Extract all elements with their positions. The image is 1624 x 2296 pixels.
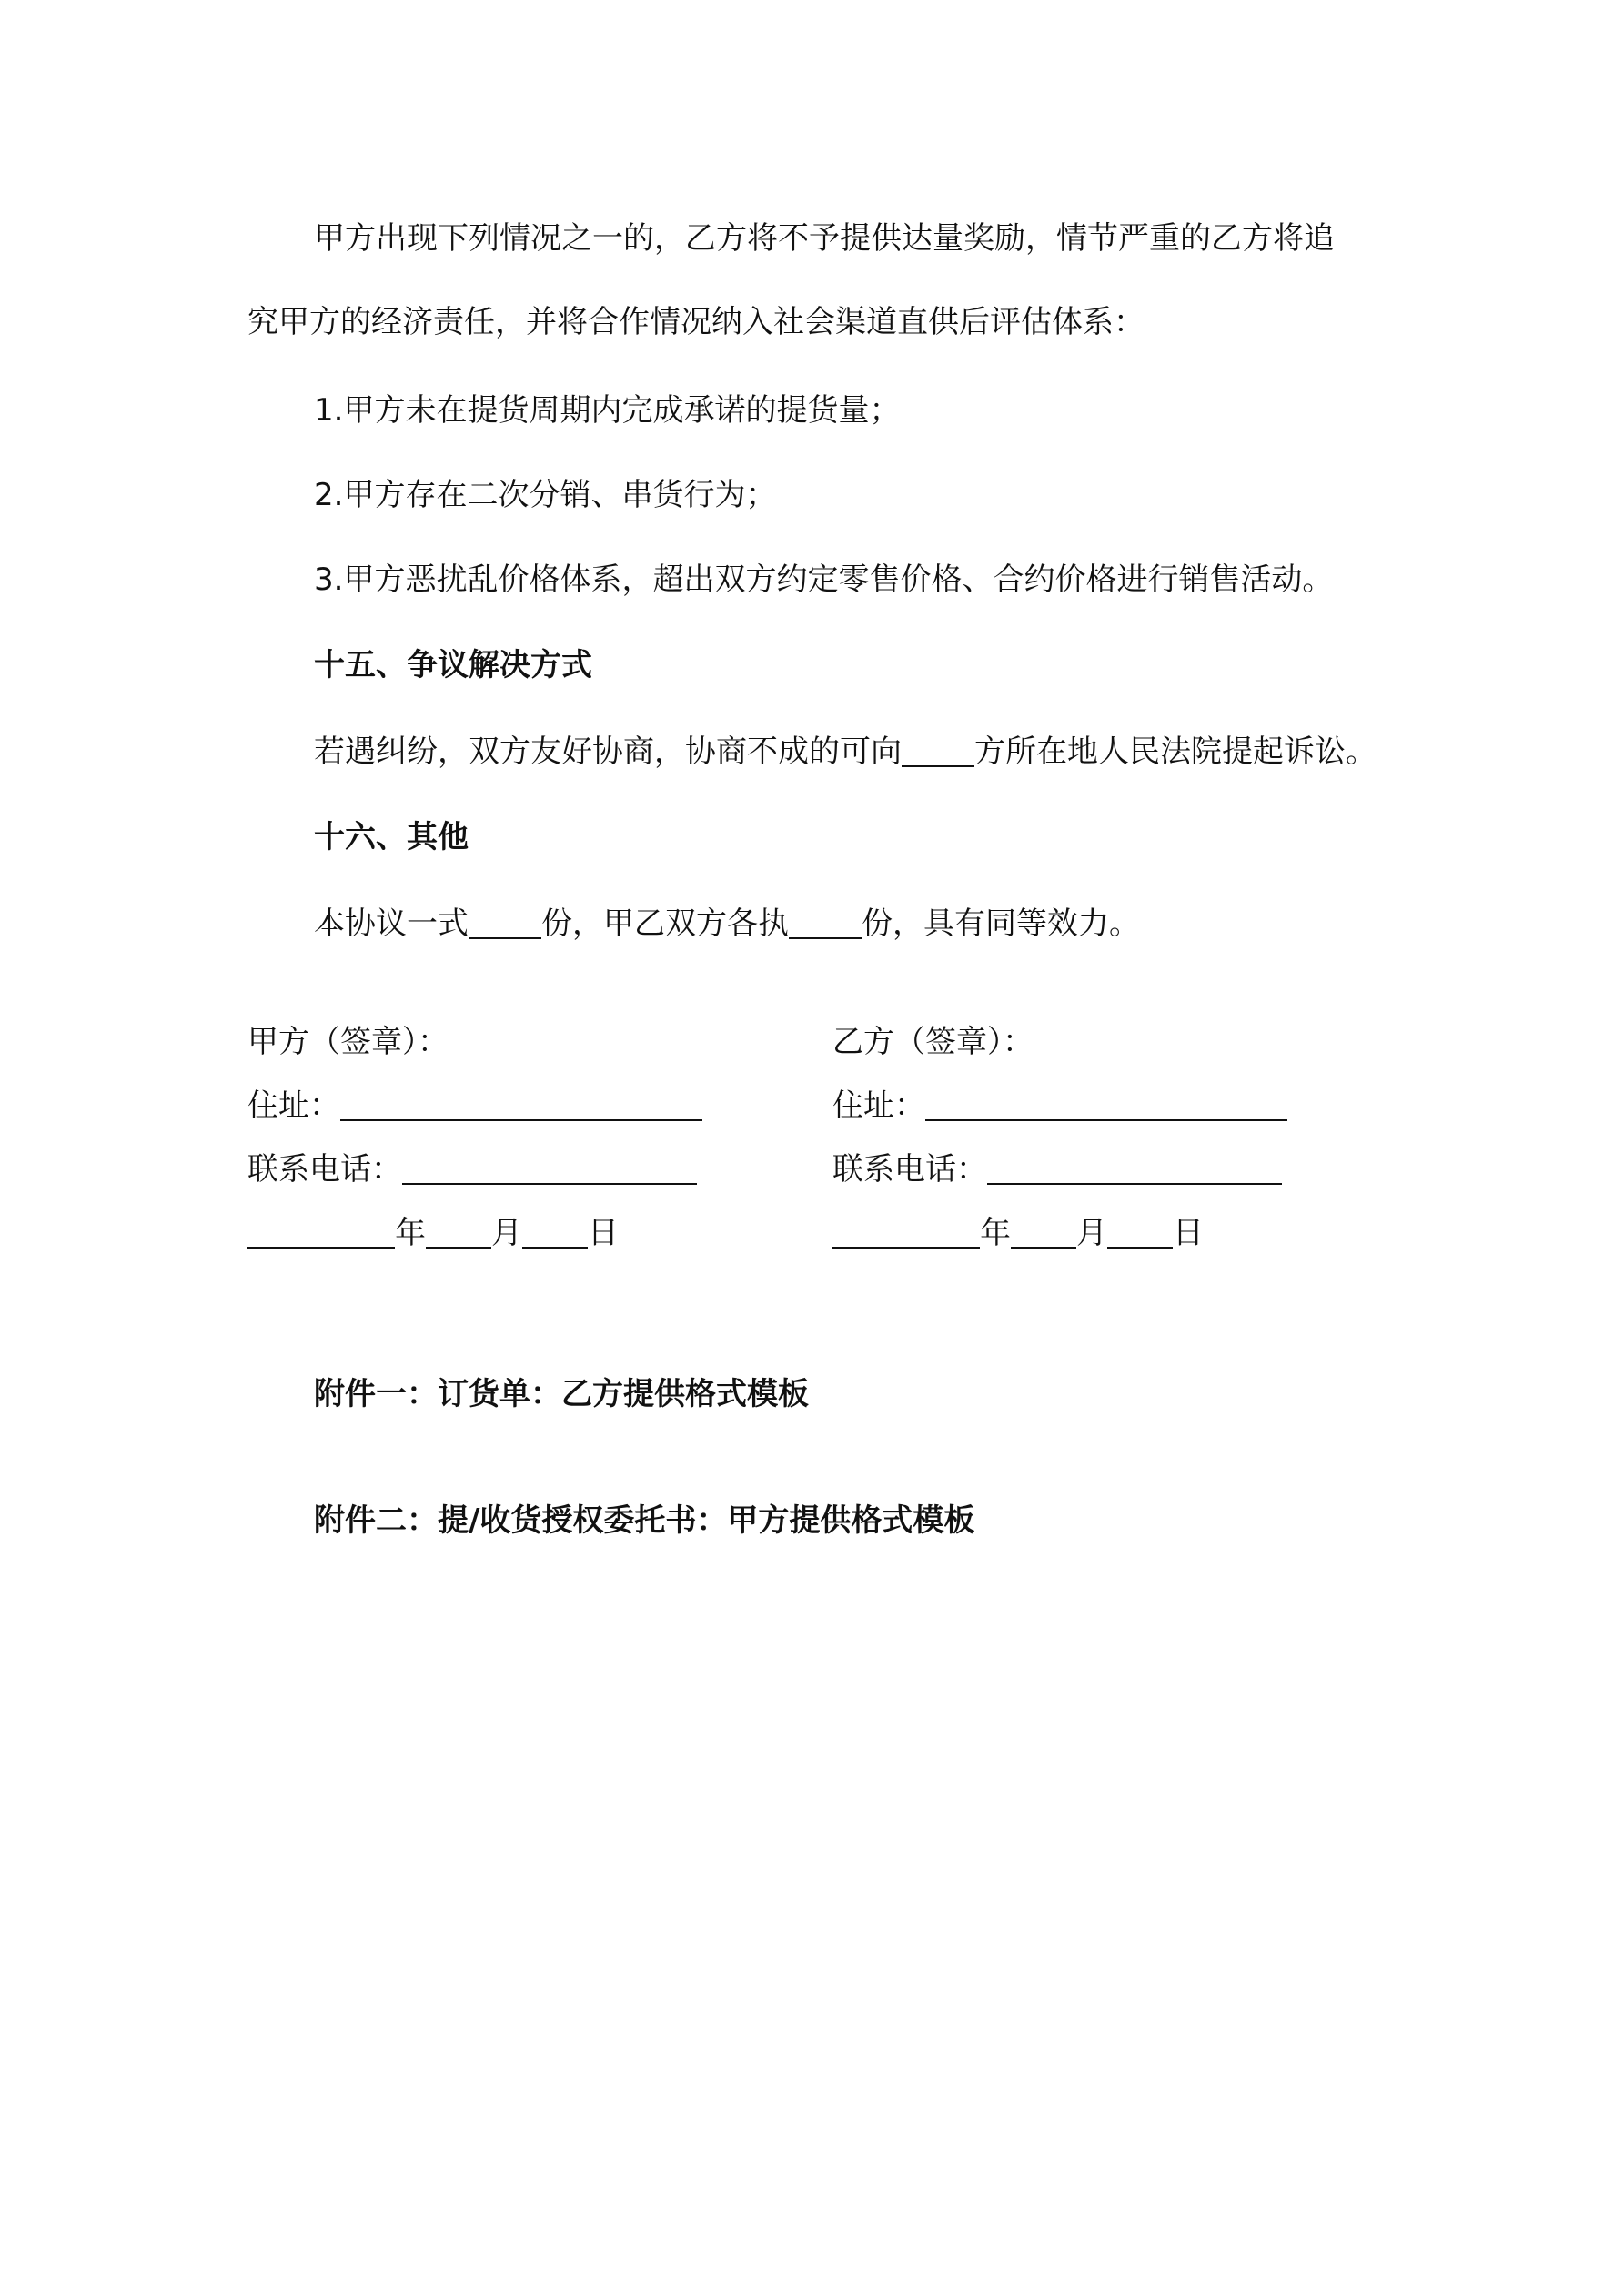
party-b-date — [832, 1215, 1204, 1251]
party-a-address — [247, 1087, 702, 1124]
party-b-address — [832, 1087, 1287, 1124]
party-a-seal-label: 甲方（签章）： — [247, 1024, 449, 1060]
party-b-year-blank — [832, 1219, 980, 1249]
section16-text-part1: 本协议一式 — [314, 905, 469, 942]
section16-heading: 十六、其他 — [314, 819, 469, 855]
party-b-address-label: 住址： — [832, 1087, 925, 1124]
party-a-year-label: 年 — [395, 1215, 426, 1251]
section15-text-after: 方所在地人民法院提起诉讼。 — [974, 733, 1377, 770]
party-a-phone-blank — [402, 1156, 697, 1185]
party-b-month-label: 月 — [1076, 1215, 1107, 1251]
party-a-address-label: 住址： — [247, 1087, 340, 1124]
section16-text-part3: 份，具有同等效力。 — [862, 905, 1140, 942]
party-b-year-label: 年 — [980, 1215, 1011, 1251]
party-a-year-blank — [247, 1219, 395, 1249]
party-a-day-label: 日 — [588, 1215, 619, 1251]
party-a-phone — [247, 1151, 697, 1188]
list-item-1: 1.甲方未在提货周期内完成承诺的提货量； — [314, 392, 901, 429]
party-b-phone-blank — [987, 1156, 1282, 1185]
list-item-3: 3.甲方恶扰乱价格体系，超出双方约定零售价格、合约价格进行销售活动。 — [314, 561, 1334, 598]
party-b-phone — [832, 1151, 1282, 1188]
party-b-address-blank — [925, 1092, 1287, 1121]
intro-paragraph-line2: 究甲方的经济责任，并将合作情况纳入社会渠道直供后评估体系： — [247, 304, 1145, 340]
party-b-day-label: 日 — [1173, 1215, 1204, 1251]
party-a-phone-label: 联系电话： — [247, 1151, 402, 1188]
party-a-month-label: 月 — [491, 1215, 522, 1251]
copies-total-blank — [469, 910, 541, 939]
party-b-seal-label: 乙方（签章）： — [832, 1024, 1034, 1060]
attachment-2: 附件二：提/收货授权委托书：甲方提供格式模板 — [314, 1502, 975, 1539]
party-a-month-blank — [426, 1219, 491, 1249]
section16-text-part2: 份，甲乙双方各执 — [541, 905, 789, 942]
party-a-date — [247, 1215, 619, 1251]
intro-paragraph-line1: 甲方出现下列情况之一的，乙方将不予提供达量奖励，情节严重的乙方将追 — [314, 220, 1335, 257]
copies-each-blank — [789, 910, 862, 939]
list-item-2: 2.甲方存在二次分销、串货行为； — [314, 477, 777, 513]
party-a-address-blank — [340, 1092, 702, 1121]
party-b-month-blank — [1011, 1219, 1076, 1249]
party-b-day-blank — [1107, 1219, 1173, 1249]
party-a-day-blank — [522, 1219, 588, 1249]
section15-heading: 十五、争议解决方式 — [314, 647, 592, 683]
section16-text — [314, 905, 1140, 942]
section15-text-before: 若遇纠纷，双方友好协商，协商不成的可向 — [314, 733, 902, 770]
court-party-blank — [902, 738, 974, 767]
section15-text — [314, 733, 1377, 770]
party-b-phone-label: 联系电话： — [832, 1151, 987, 1188]
attachment-1: 附件一：订货单：乙方提供格式模板 — [314, 1376, 809, 1412]
